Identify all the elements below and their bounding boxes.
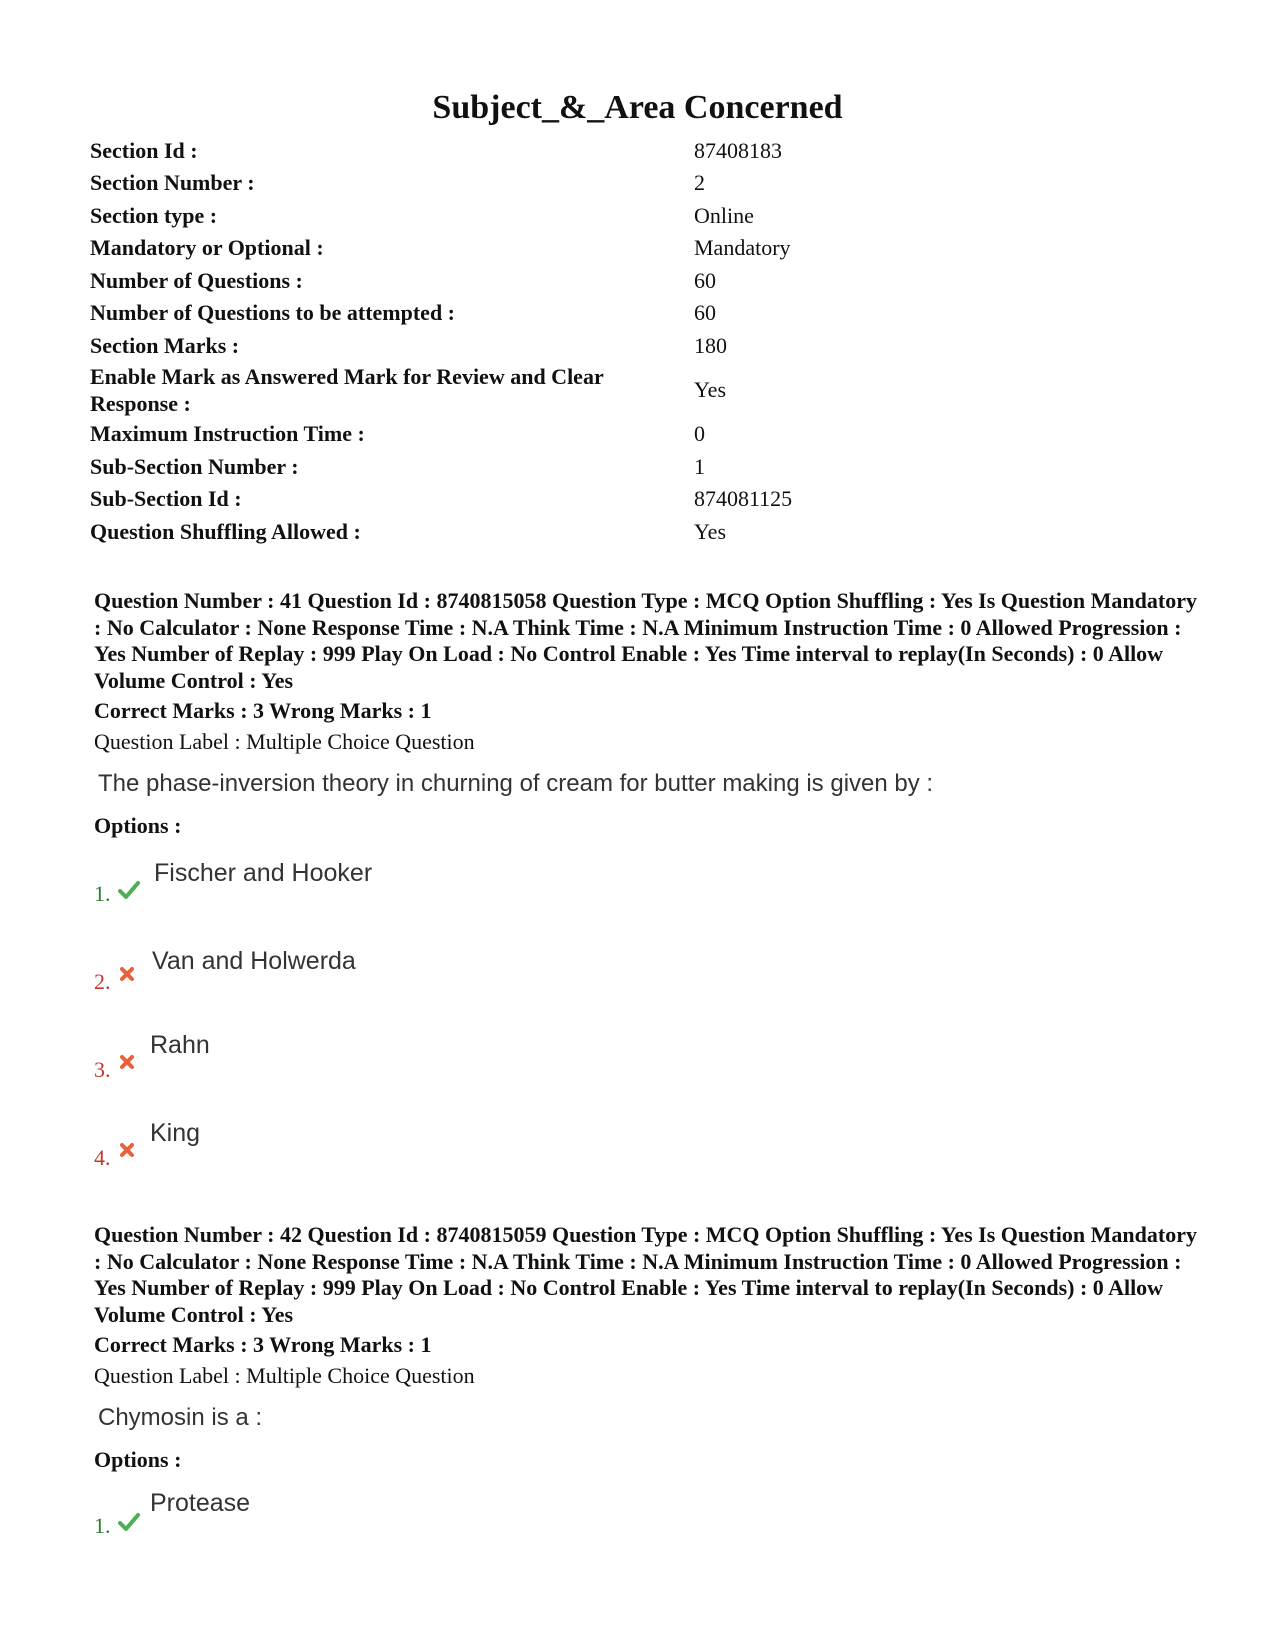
info-row <box>90 199 1190 232</box>
info-key: Maximum Instruction Time : <box>90 421 365 447</box>
info-row <box>90 264 1190 297</box>
info-row <box>90 232 1190 265</box>
question-block <box>94 588 1204 1203</box>
question-text: The phase-inversion theory in churning of cream for butter making is given by : <box>98 770 934 797</box>
question-meta: Question Number : 41 Question Id : 8740815058 Question Type : MCQ Option Shuffling : Yes Is Question Mandatory : No Calculator : None Response Time : N.A Think Time : N.A Minimum Instruction Time : 0 Allowed Progression : Yes Number of Replay : 999 Play On Load : No Control Enable : Yes Time interval to replay(In Seconds) : 0 Allow Volume Control : Yes <box>94 588 1197 693</box>
info-value: 0 <box>694 421 705 447</box>
option-text: Fischer and Hooker <box>154 859 373 887</box>
info-value: Online <box>694 202 754 228</box>
option-number: 1. <box>94 881 111 906</box>
question-text: Chymosin is a : <box>98 1404 263 1431</box>
info-key: Question Shuffling Allowed : <box>90 518 361 544</box>
info-row <box>90 167 1190 200</box>
info-row <box>90 418 1190 451</box>
info-key: Enable Mark as Answered Mark for Review and Clear Response : <box>90 363 604 416</box>
info-key: Section Id : <box>90 137 198 163</box>
cross-icon <box>118 1141 140 1163</box>
info-key: Sub-Section Number : <box>90 453 299 479</box>
info-key: Section Number : <box>90 170 255 196</box>
info-row <box>90 450 1190 483</box>
info-key: Number of Questions to be attempted : <box>90 300 456 326</box>
check-icon <box>118 879 140 901</box>
option-number: 4. <box>94 1145 111 1170</box>
info-row <box>90 483 1190 516</box>
info-key: Section Marks : <box>90 332 240 358</box>
option-item <box>94 1115 1204 1203</box>
info-row <box>90 515 1190 548</box>
check-icon <box>118 1511 140 1533</box>
question-marks: Correct Marks : 3 Wrong Marks : 1 <box>94 1332 432 1357</box>
option-text: Protease <box>150 1489 251 1517</box>
option-text: Van and Holwerda <box>152 947 356 975</box>
info-key: Section type : <box>90 202 218 228</box>
option-item <box>94 1483 1204 1571</box>
info-key: Sub-Section Id : <box>90 486 242 512</box>
info-value: 2 <box>694 170 705 196</box>
info-value: Yes <box>694 377 727 402</box>
section-info-table <box>90 134 1190 548</box>
info-value: 180 <box>694 332 727 358</box>
question-meta: Question Number : 42 Question Id : 8740815059 Question Type : MCQ Option Shuffling : Yes Is Question Mandatory : No Calculator : None Response Time : N.A Think Time : N.A Minimum Instruction Time : 0 Allowed Progression : Yes Number of Replay : 999 Play On Load : No Control Enable : Yes Time interval to replay(In Seconds) : 0 Allow Volume Control : Yes <box>94 1222 1197 1327</box>
options-heading: Options : <box>94 813 182 838</box>
question-label: Question Label : Multiple Choice Question <box>94 729 475 754</box>
info-value: Mandatory <box>694 235 791 261</box>
info-value: 874081125 <box>694 486 793 512</box>
option-item <box>94 851 1204 939</box>
info-value: 60 <box>694 300 716 326</box>
question-label: Question Label : Multiple Choice Question <box>94 1363 475 1388</box>
info-key: Mandatory or Optional : <box>90 235 324 261</box>
info-row <box>90 297 1190 330</box>
cross-icon <box>118 1053 140 1075</box>
question-block <box>94 1222 1204 1571</box>
option-item <box>94 939 1204 1027</box>
info-row <box>90 134 1190 167</box>
info-value: 87408183 <box>694 137 782 163</box>
option-text: King <box>150 1119 201 1147</box>
info-value: Yes <box>694 518 727 544</box>
info-value: 1 <box>694 453 705 479</box>
info-value: 60 <box>694 267 716 293</box>
option-number: 3. <box>94 1057 111 1082</box>
cross-icon <box>118 965 140 987</box>
options-heading: Options : <box>94 1447 182 1472</box>
option-text: Rahn <box>150 1031 210 1059</box>
option-item <box>94 1027 1204 1115</box>
info-row <box>90 362 1190 418</box>
option-number: 2. <box>94 969 111 994</box>
question-marks: Correct Marks : 3 Wrong Marks : 1 <box>94 698 432 723</box>
option-number: 1. <box>94 1513 111 1538</box>
info-row <box>90 329 1190 362</box>
page-title: Subject_&_Area Concerned <box>432 89 843 126</box>
info-key: Number of Questions : <box>90 267 303 293</box>
